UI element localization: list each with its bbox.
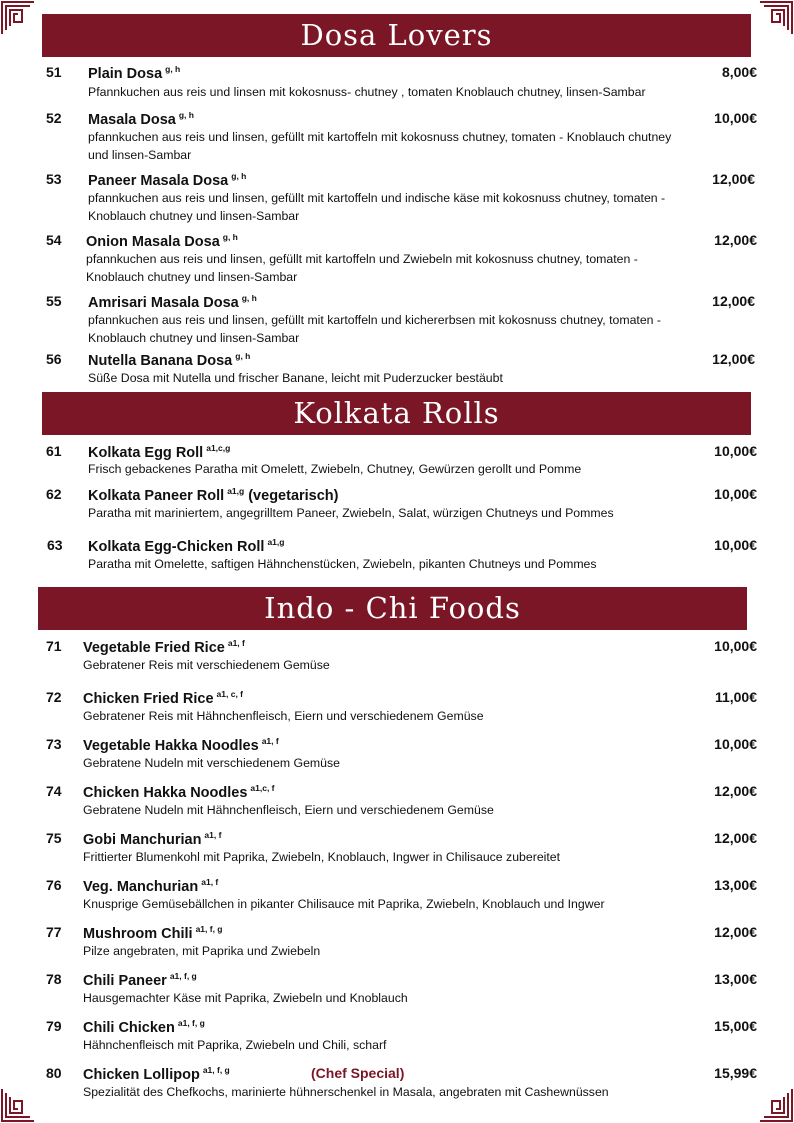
- item-number: 77: [46, 924, 62, 940]
- item-name: Gobi Manchurian $^{a1, f}$: [83, 830, 222, 848]
- allergen-codes: g, h: [222, 232, 238, 242]
- allergen-codes: g, h: [235, 351, 251, 361]
- item-name: Chicken Lollipop $^{a1, f, g}$: [83, 1065, 230, 1083]
- item-description: Hausgemachter Käse mit Paprika, Zwiebeln und Knoblauch: [83, 991, 408, 1005]
- corner-ornament-icon: [758, 0, 794, 36]
- item-name: Plain Dosa $^{g, h}$: [88, 64, 181, 82]
- allergen-codes: g, h: [178, 110, 194, 120]
- corner-ornament-icon: [0, 0, 36, 36]
- item-description: Frittierter Blumenkohl mit Paprika, Zwiebeln, Knoblauch, Ingwer in Chilisauce zubereitet: [83, 850, 561, 864]
- allergen-codes: a1, f: [227, 638, 245, 648]
- item-description: Knusprige Gemüsebällchen in pikanter Chilisauce mit Paprika, Zwiebeln, Knoblauch und Ingwer: [83, 897, 605, 911]
- item-description: Gebratener Reis mit Hähnchenfleisch, Eiern und verschiedenem Gemüse: [83, 709, 484, 723]
- item-description: pfannkuchen aus reis und linsen, gefüllt mit kartoffeln und indische käse mit kokosnuss chutney, tomaten - Knoblauch chutney und linsen-Sambar: [88, 191, 666, 223]
- item-name: Kolkata Egg Roll $^{a1,c,g}$: [88, 443, 231, 461]
- item-price: 15,99€: [714, 1065, 757, 1081]
- section-title: Kolkata Rolls: [293, 396, 500, 430]
- item-number: 63: [47, 537, 63, 553]
- item-price: 10,00€: [714, 537, 757, 553]
- item-number: 55: [46, 293, 62, 309]
- allergen-codes: g, h: [165, 64, 181, 74]
- item-description: Paratha mit mariniertem, angegrilltem Paneer, Zwiebeln, Salat, würzigen Chutneys und Pommes: [88, 506, 614, 520]
- item-description: Frisch gebackenes Paratha mit Omelett, Zwiebeln, Chutney, Gewürzen gerollt und Pomme: [88, 462, 582, 476]
- item-description: Gebratene Nudeln mit Hähnchenfleisch, Eiern und verschiedenem Gemüse: [83, 803, 494, 817]
- item-number: 79: [46, 1018, 62, 1034]
- allergen-codes: a1,g: [227, 486, 245, 496]
- item-number: 76: [46, 877, 62, 893]
- item-number: 74: [46, 783, 62, 799]
- item-name: Paneer Masala Dosa $^{g, h}$: [88, 171, 247, 189]
- item-number: 73: [46, 736, 62, 752]
- item-number: 51: [46, 64, 62, 80]
- item-price: 11,00€: [714, 689, 757, 705]
- item-price: 12,00€: [714, 783, 757, 799]
- item-description: pfannkuchen aus reis und linsen, gefüllt mit kartoffeln mit kokosnuss chutney, tomaten - Knoblauch chutney und linsen-Sambar: [88, 130, 672, 162]
- item-number: 52: [46, 110, 62, 126]
- item-number: 71: [46, 638, 62, 654]
- allergen-codes: a1, f, g: [195, 924, 223, 934]
- item-price: 12,00€: [712, 351, 755, 367]
- section-banner-kolkata-rolls: [42, 392, 751, 435]
- item-price: 12,00€: [712, 171, 755, 187]
- section-title: Dosa Lovers: [300, 18, 493, 52]
- allergen-codes: a1, f: [201, 877, 219, 887]
- allergen-codes: a1, f, g: [169, 971, 197, 981]
- item-name: Vegetable Fried Rice $^{a1, f}$: [83, 638, 245, 656]
- item-description: Süße Dosa mit Nutella und frischer Banane, leicht mit Puderzucker bestäubt: [88, 371, 503, 385]
- item-name: Kolkata Paneer Roll $^{a1,g}$ (vegetarisch): [88, 486, 339, 504]
- item-name: Chili Chicken $^{a1, f, g}$: [83, 1018, 205, 1036]
- item-price: 12,00€: [714, 924, 757, 940]
- item-name: Nutella Banana Dosa $^{g, h}$: [88, 351, 251, 369]
- item-description: Paratha mit Omelette, saftigen Hähnchenstücken, Zwiebeln, pikanten Chutneys und Pommes: [88, 557, 597, 571]
- corner-ornament-icon: [758, 1087, 794, 1123]
- item-name: Masala Dosa $^{g, h}$: [88, 110, 194, 128]
- allergen-codes: a1, f, g: [202, 1065, 230, 1075]
- item-price: 15,00€: [714, 1018, 757, 1034]
- corner-ornament-icon: [0, 1087, 36, 1123]
- item-number: 62: [46, 486, 62, 502]
- item-description: pfannkuchen aus reis und linsen, gefüllt mit kartoffeln und Zwiebeln mit kokosnuss chutney, tomaten - Knoblauch chutney und linsen-Sambar: [86, 252, 638, 284]
- item-number: 72: [46, 689, 62, 705]
- item-price: 8,00€: [721, 64, 757, 80]
- item-name: Kolkata Egg-Chicken Roll $^{a1,g}$: [88, 537, 285, 555]
- item-price: 10,00€: [714, 110, 757, 126]
- section-title: Indo - Chi Foods: [264, 591, 521, 625]
- item-name: Chicken Fried Rice $^{a1, c, f}$: [83, 689, 244, 707]
- item-price: 10,00€: [714, 443, 757, 459]
- section-banner-indo-chi-foods: [38, 587, 747, 630]
- allergen-codes: g, h: [231, 171, 247, 181]
- item-name: Amrisari Masala Dosa $^{g, h}$: [88, 293, 257, 311]
- item-description: Gebratene Nudeln mit verschiedenem Gemüse: [83, 756, 340, 770]
- item-number: 54: [46, 232, 62, 248]
- allergen-codes: a1, f: [261, 736, 279, 746]
- chef-special-label: (Chef Special): [311, 1065, 405, 1081]
- allergen-codes: a1,c, f: [250, 783, 275, 793]
- item-description: Spezialität des Chefkochs, marinierte hühnerschenkel in Masala, angebraten mit Cashewnüssen: [83, 1085, 609, 1099]
- item-number: 53: [46, 171, 62, 187]
- item-number: 75: [46, 830, 62, 846]
- item-price: 10,00€: [714, 638, 757, 654]
- item-price: 13,00€: [714, 971, 757, 987]
- item-description: Gebratener Reis mit verschiedenem Gemüse: [83, 658, 330, 672]
- item-number: 78: [46, 971, 62, 987]
- item-price: 10,00€: [714, 736, 757, 752]
- item-name: Mushroom Chili $^{a1, f, g}$: [83, 924, 223, 942]
- item-name: Veg. Manchurian $^{a1, f}$: [83, 877, 219, 895]
- allergen-codes: a1, c, f: [216, 689, 244, 699]
- item-description: Hähnchenfleisch mit Paprika, Zwiebeln und Chili, scharf: [83, 1038, 387, 1052]
- item-price: 12,00€: [714, 830, 757, 846]
- allergen-codes: a1, f, g: [177, 1018, 205, 1028]
- item-number: 80: [46, 1065, 62, 1081]
- item-description: Pilze angebraten, mit Paprika und Zwiebeln: [83, 944, 321, 958]
- item-price: 12,00€: [714, 232, 757, 248]
- item-description: pfannkuchen aus reis und linsen, gefüllt mit kartoffeln und kichererbsen mit kokosnuss chutney, tomaten - Knoblauch chutney und linsen-Sambar: [88, 313, 662, 345]
- item-name: Vegetable Hakka Noodles $^{a1, f}$: [83, 736, 279, 754]
- item-price: 12,00€: [712, 293, 755, 309]
- item-number: 56: [46, 351, 62, 367]
- item-number: 61: [46, 443, 62, 459]
- section-banner-dosa-lovers: [42, 14, 751, 57]
- item-price: 13,00€: [714, 877, 757, 893]
- allergen-codes: a1, f: [204, 830, 222, 840]
- item-name: Chicken Hakka Noodles $^{a1,c, f}$: [83, 783, 275, 801]
- item-name: Chili Paneer $^{a1, f, g}$: [83, 971, 197, 989]
- item-name: Onion Masala Dosa $^{g, h}$: [86, 232, 238, 250]
- allergen-codes: g, h: [241, 293, 257, 303]
- item-price: 10,00€: [714, 486, 757, 502]
- allergen-codes: a1,c,g: [206, 443, 231, 453]
- item-description: Pfannkuchen aus reis und linsen mit kokosnuss- chutney , tomaten Knoblauch chutney, linsen-Sambar: [88, 85, 646, 99]
- allergen-codes: a1,g: [267, 537, 285, 547]
